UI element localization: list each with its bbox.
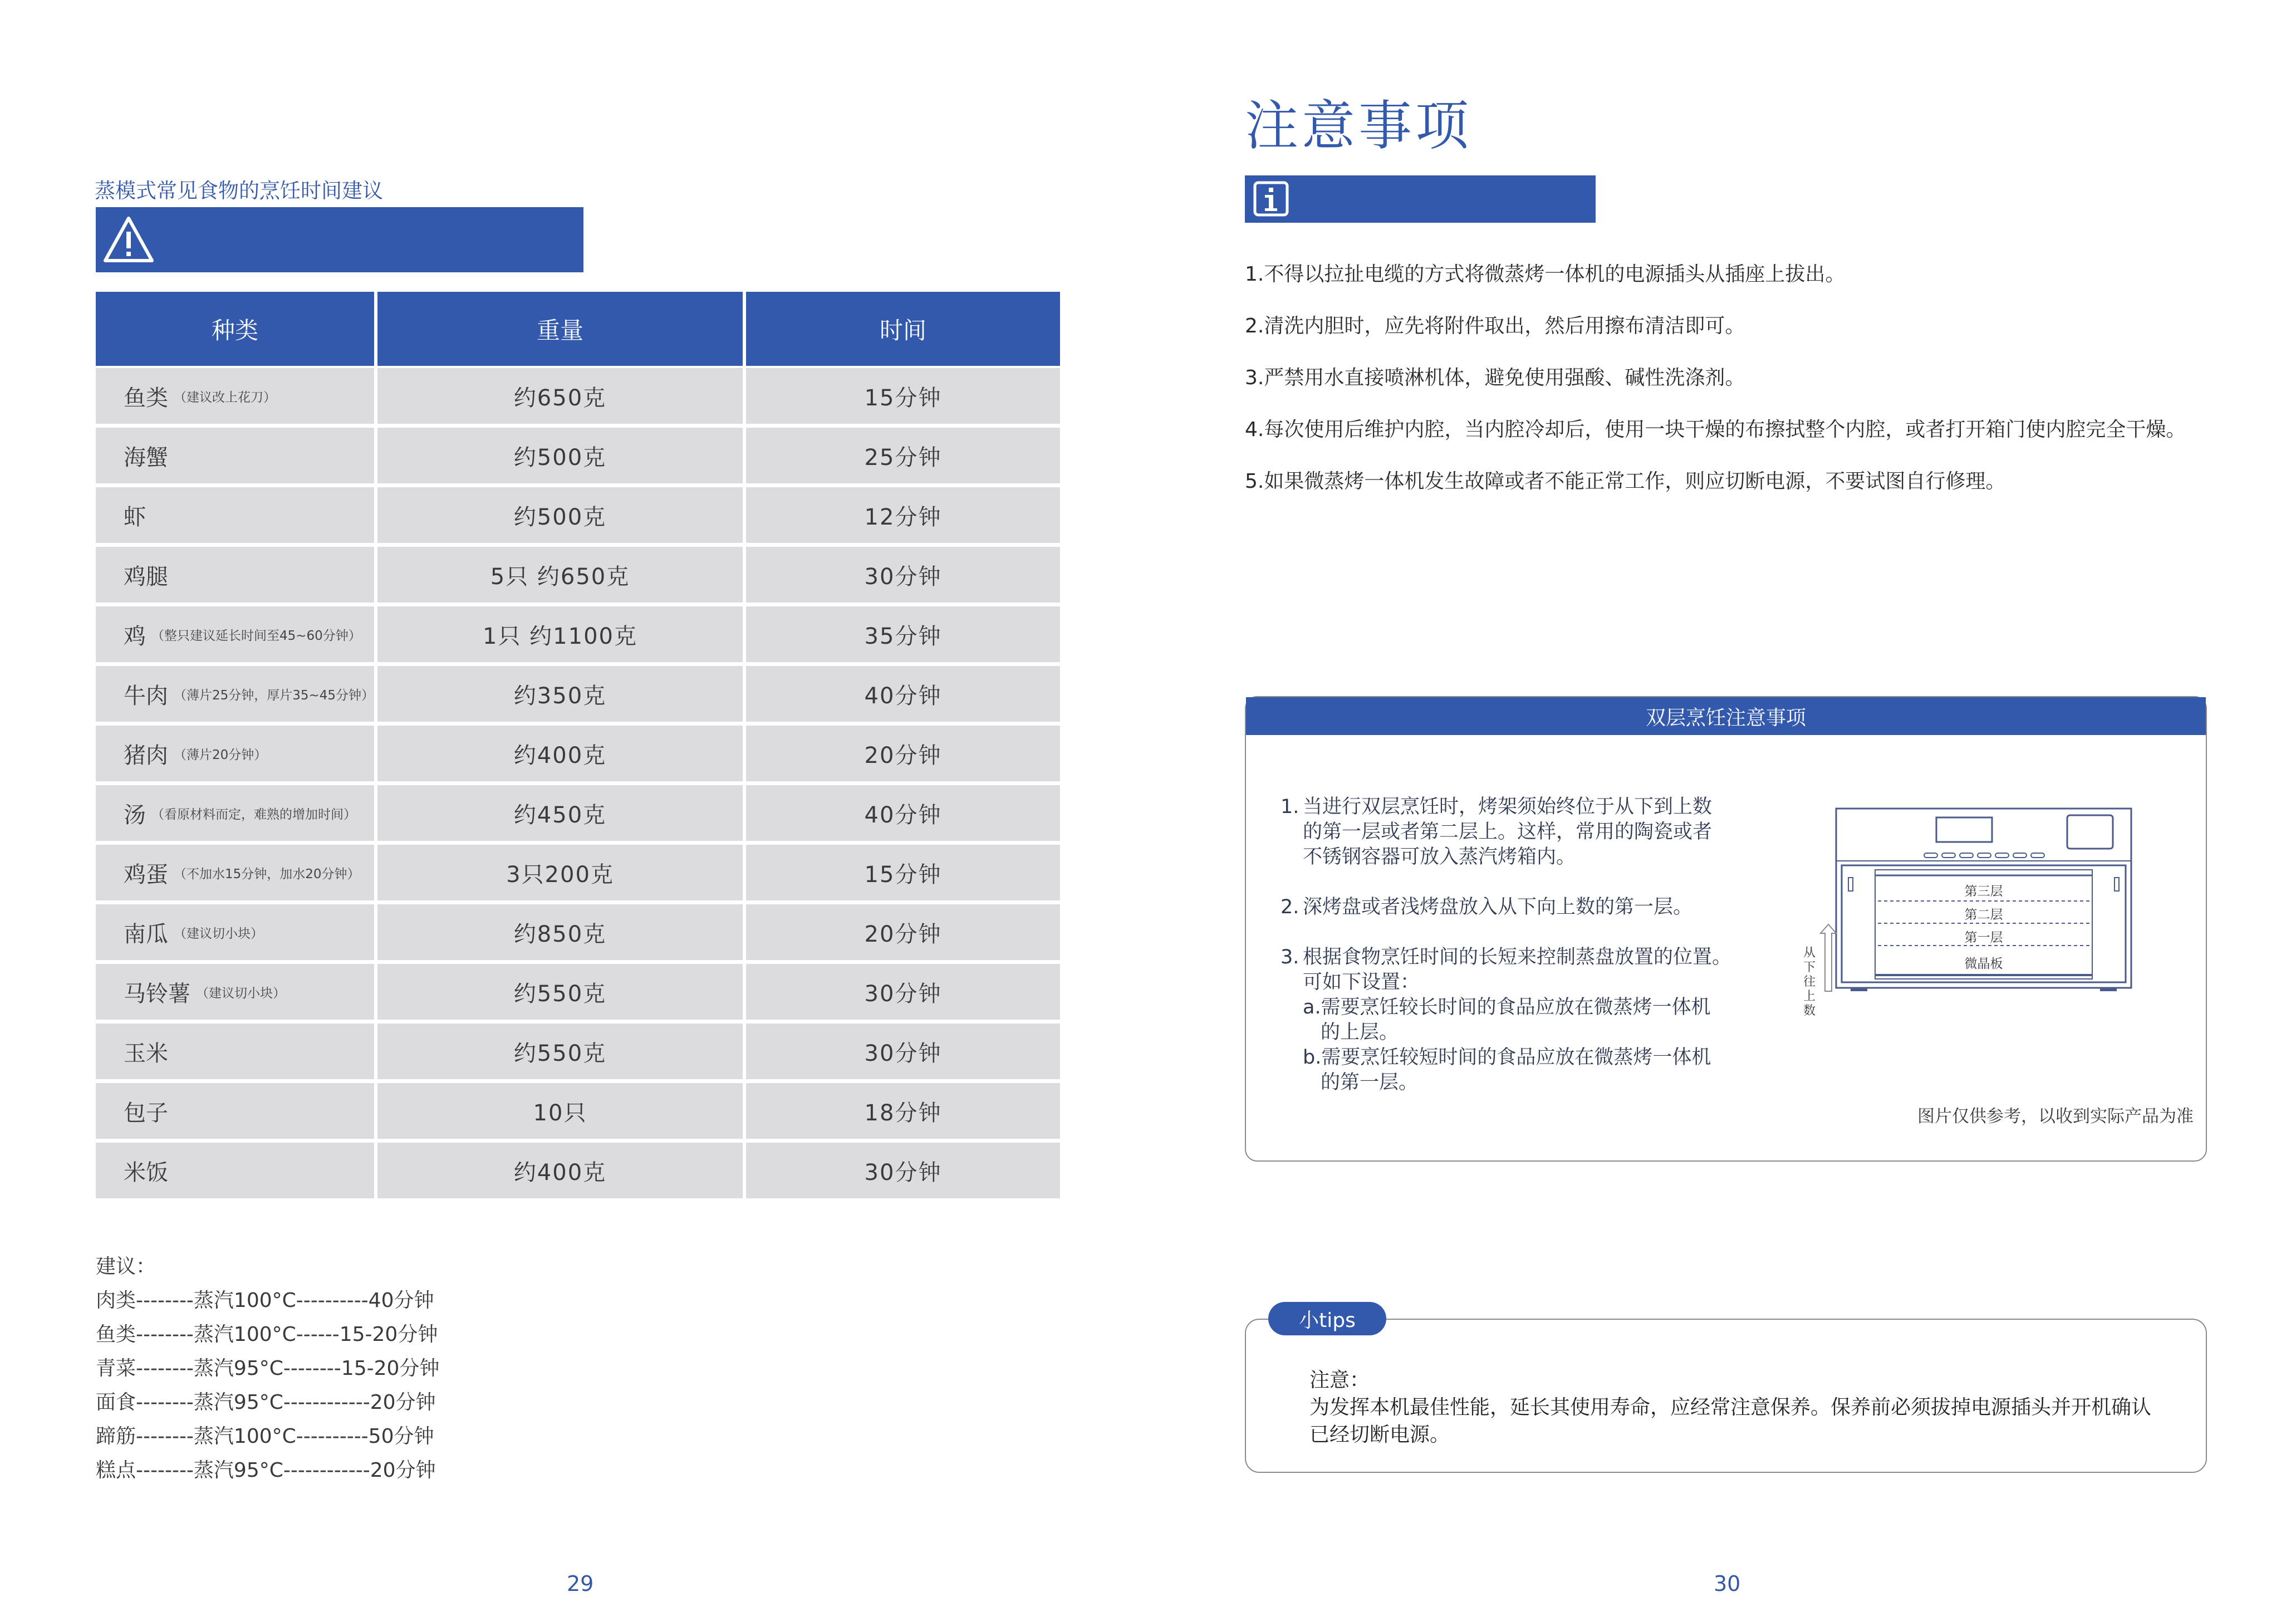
food-note: （建议改上花刀） xyxy=(174,390,276,405)
table-row xyxy=(96,368,1060,424)
image-disclaimer: 图片仅供参考，以收到实际产品为准 xyxy=(1917,1106,2194,1127)
table-row xyxy=(96,1023,1060,1079)
tips-tab-label: 小tips xyxy=(1268,1302,1386,1335)
item-text: 的第一层。 xyxy=(1321,1071,1419,1094)
cell-weight xyxy=(377,726,743,781)
tips-line: 已经切断电源。 xyxy=(1309,1423,1450,1446)
cell-weight xyxy=(377,368,743,424)
advice-block xyxy=(96,1250,439,1487)
dual-layer-item-2 xyxy=(1281,895,1770,920)
table-subtitle: 蒸模式常见食物的烹饪时间建议 xyxy=(95,179,383,203)
arrow-label-char: 从 xyxy=(1803,946,1816,960)
cell-weight xyxy=(377,964,743,1020)
advice-line: 青菜--------蒸汽95°C--------15-20分钟 xyxy=(96,1357,440,1380)
item-text: 的第一层或者第二层上。这样，常用的陶瓷或者 xyxy=(1303,821,1713,843)
table-row xyxy=(96,726,1060,781)
cell-time xyxy=(746,1023,1060,1079)
food-note: （不加水15分钟，加水20分钟） xyxy=(174,866,360,881)
item-number: 3. xyxy=(1281,946,1299,968)
food-note: （整只建议延长时间至45~60分钟） xyxy=(151,628,361,643)
cell-time xyxy=(746,547,1060,603)
up-arrow-icon xyxy=(1821,924,1836,991)
time-value: 25分钟 xyxy=(864,444,942,471)
weight-value: 约400克 xyxy=(513,1159,607,1186)
header-weight: 重量 xyxy=(377,292,743,366)
weight-value: 约550克 xyxy=(513,981,607,1007)
layer-label-3: 第三层 xyxy=(1964,884,2003,899)
cell-food-type xyxy=(96,904,374,960)
food-name: 包子 xyxy=(124,1100,168,1126)
item-number: 1. xyxy=(1281,796,1299,818)
cell-food-type xyxy=(96,1023,374,1079)
cell-time xyxy=(746,904,1060,960)
time-value: 15分钟 xyxy=(864,861,942,888)
arrow-label-char: 下 xyxy=(1803,961,1816,974)
weight-value: 3只200克 xyxy=(506,861,614,888)
advice-line: 糕点--------蒸汽95°C------------20分钟 xyxy=(96,1459,436,1482)
table-row xyxy=(96,547,1060,603)
cell-weight xyxy=(377,547,743,603)
tips-line: 为发挥本机最佳性能，延长其使用寿命，应经常注意保养。保养前必须拔掉电源插头并开机确认 xyxy=(1309,1396,2152,1419)
cell-weight xyxy=(377,1023,743,1079)
arrow-label-char: 数 xyxy=(1803,1004,1816,1018)
layer-label-2: 第二层 xyxy=(1964,908,2003,922)
cell-weight xyxy=(377,666,743,722)
cell-food-type xyxy=(96,785,374,841)
cell-weight xyxy=(377,785,743,841)
time-value: 20分钟 xyxy=(864,742,942,768)
tips-label: 注意： xyxy=(1309,1369,1370,1392)
weight-value: 约350克 xyxy=(513,683,607,709)
table-row xyxy=(96,1143,1060,1198)
item-text: 可如下设置： xyxy=(1303,971,1420,993)
item-text: 当进行双层烹饪时，烤架须始终位于从下到上数 xyxy=(1303,796,1713,818)
food-note: （看原材料而定，难熟的增加时间） xyxy=(151,807,356,822)
cell-weight xyxy=(377,904,743,960)
weight-value: 约500克 xyxy=(513,504,607,530)
cell-food-type xyxy=(96,666,374,722)
cell-food-type xyxy=(96,726,374,781)
arrow-label-char: 往 xyxy=(1803,975,1816,989)
cell-food-type xyxy=(96,547,374,603)
cell-time xyxy=(746,726,1060,781)
dual-layer-list xyxy=(1281,795,1770,1120)
weight-value: 约400克 xyxy=(513,742,607,768)
time-value: 30分钟 xyxy=(864,1040,942,1066)
tips-content xyxy=(1309,1367,2178,1448)
cell-food-type xyxy=(96,606,374,662)
item-text: b.需要烹饪较短时间的食品应放在微蒸烤一体机 xyxy=(1303,1046,1711,1069)
table-header-row xyxy=(96,292,1060,366)
cell-weight xyxy=(377,487,743,543)
item-text: 的上层。 xyxy=(1321,1021,1399,1044)
note-item: 1.不得以拉扯电缆的方式将微蒸烤一体机的电源插头从插座上拔出。 xyxy=(1245,263,1846,286)
food-note: （建议切小块） xyxy=(196,986,286,1001)
food-name: 汤 xyxy=(124,802,146,828)
cell-time xyxy=(746,368,1060,424)
advice-line: 肉类--------蒸汽100°C----------40分钟 xyxy=(96,1289,434,1312)
food-name: 鸡蛋 xyxy=(124,861,168,888)
advice-line: 鱼类--------蒸汽100°C------15-20分钟 xyxy=(96,1323,438,1346)
time-value: 12分钟 xyxy=(864,504,942,530)
cell-time xyxy=(746,1083,1060,1139)
weight-value: 约650克 xyxy=(513,385,607,411)
food-name: 鸡 xyxy=(124,623,146,649)
warning-triangle-icon xyxy=(102,215,155,264)
time-value: 30分钟 xyxy=(864,564,942,590)
item-text: 根据食物烹饪时间的长短来控制蒸盘放置的位置。 xyxy=(1303,946,1732,968)
display-panel xyxy=(1936,817,1992,842)
table-row xyxy=(96,1083,1060,1139)
table-row xyxy=(96,606,1060,662)
cell-weight xyxy=(377,1143,743,1198)
note-item: 5.如果微蒸烤一体机发生故障或者不能正常工作，则应切断电源，不要试图自行修理。 xyxy=(1245,470,2006,493)
cell-weight xyxy=(377,428,743,483)
food-name: 鱼类 xyxy=(124,385,168,411)
food-name: 玉米 xyxy=(124,1040,168,1066)
item-text: 不锈钢容器可放入蒸汽烤箱内。 xyxy=(1303,846,1576,868)
advice-title: 建议： xyxy=(96,1255,156,1278)
time-value: 35分钟 xyxy=(864,623,942,649)
note-item: 3.严禁用水直接喷淋机体，避免使用强酸、碱性洗涤剂。 xyxy=(1245,366,1745,389)
layer-label-1: 第一层 xyxy=(1964,931,2003,945)
table-row xyxy=(96,964,1060,1020)
item-number: 2. xyxy=(1281,896,1299,918)
advice-line: 面食--------蒸汽95°C------------20分钟 xyxy=(96,1391,436,1414)
cell-food-type xyxy=(96,368,374,424)
dual-layer-item-1 xyxy=(1281,795,1770,870)
food-name: 牛肉 xyxy=(124,683,168,709)
food-name: 南瓜 xyxy=(124,921,168,947)
time-value: 40分钟 xyxy=(864,683,942,709)
cell-time xyxy=(746,964,1060,1020)
cooking-time-table xyxy=(96,292,1060,1202)
info-banner xyxy=(1245,175,1596,223)
dual-layer-item-3 xyxy=(1281,945,1770,1095)
time-value: 20分钟 xyxy=(864,921,942,947)
cell-time xyxy=(746,785,1060,841)
dual-layer-header: 双层烹饪注意事项 xyxy=(1246,697,2206,735)
time-value: 40分钟 xyxy=(864,802,942,828)
food-note: （建议切小块） xyxy=(174,926,263,941)
cell-weight xyxy=(377,845,743,900)
food-name: 米饭 xyxy=(124,1159,168,1186)
food-name: 海蟹 xyxy=(124,444,168,471)
food-name: 猪肉 xyxy=(124,742,168,768)
cell-time xyxy=(746,428,1060,483)
table-row xyxy=(96,666,1060,722)
food-name: 马铃薯 xyxy=(124,981,190,1007)
time-value: 30分钟 xyxy=(864,1159,942,1186)
info-icon xyxy=(1253,180,1289,217)
weight-value: 约550克 xyxy=(513,1040,607,1066)
cell-food-type xyxy=(96,964,374,1020)
cell-food-type xyxy=(96,1083,374,1139)
cell-time xyxy=(746,487,1060,543)
weight-value: 约450克 xyxy=(513,802,607,828)
table-row xyxy=(96,845,1060,900)
note-item: 4.每次使用后维护内腔，当内腔冷却后，使用一块干燥的布擦拭整个内腔，或者打开箱门使内腔完全干燥。 xyxy=(1245,418,2186,441)
page-number-right: 30 xyxy=(1714,1571,1741,1596)
advice-line: 蹄筋--------蒸汽100°C----------50分钟 xyxy=(96,1425,434,1448)
table-row xyxy=(96,785,1060,841)
arrow-label-char: 上 xyxy=(1803,990,1816,1003)
weight-value: 10只 xyxy=(533,1100,587,1126)
table-row xyxy=(96,904,1060,960)
page-number-left: 29 xyxy=(567,1571,594,1596)
header-time: 时间 xyxy=(746,292,1060,366)
food-note: （薄片25分钟，厚片35~45分钟） xyxy=(173,688,375,703)
note-item: 2.清洗内胆时，应先将附件取出，然后用擦布清洁即可。 xyxy=(1245,315,1745,337)
cell-food-type xyxy=(96,845,374,900)
weight-value: 1只 约1100克 xyxy=(483,623,637,649)
cell-time xyxy=(746,606,1060,662)
item-text: 深烤盘或者浅烤盘放入从下向上数的第一层。 xyxy=(1303,896,1693,918)
table-row xyxy=(96,487,1060,543)
notes-list xyxy=(1245,258,2236,517)
time-value: 18分钟 xyxy=(864,1100,942,1126)
food-name: 虾 xyxy=(124,504,146,530)
time-value: 30分钟 xyxy=(864,981,942,1007)
oven-diagram xyxy=(1797,805,2181,1018)
layer-label-plate: 微晶板 xyxy=(1964,957,2003,971)
item-text: a.需要烹饪较长时间的食品应放在微蒸烤一体机 xyxy=(1303,996,1711,1018)
cell-time xyxy=(746,666,1060,722)
cell-time xyxy=(746,845,1060,900)
table-row xyxy=(96,428,1060,483)
time-value: 15分钟 xyxy=(864,385,942,411)
cell-food-type xyxy=(96,1143,374,1198)
control-knob xyxy=(2067,815,2113,849)
dual-layer-notice-box xyxy=(1245,696,2207,1162)
header-type: 种类 xyxy=(96,292,374,366)
food-name: 鸡腿 xyxy=(124,564,168,590)
food-note: （薄片20分钟） xyxy=(174,747,267,762)
cell-food-type xyxy=(96,428,374,483)
cell-weight xyxy=(377,606,743,662)
table-body xyxy=(96,368,1060,1198)
weight-value: 约500克 xyxy=(513,444,607,471)
warning-banner xyxy=(96,207,583,272)
cell-time xyxy=(746,1143,1060,1198)
page-title: 注意事项 xyxy=(1245,95,1472,157)
cell-food-type xyxy=(96,487,374,543)
weight-value: 约850克 xyxy=(513,921,607,947)
cell-weight xyxy=(377,1083,743,1139)
weight-value: 5只 约650克 xyxy=(490,564,630,590)
